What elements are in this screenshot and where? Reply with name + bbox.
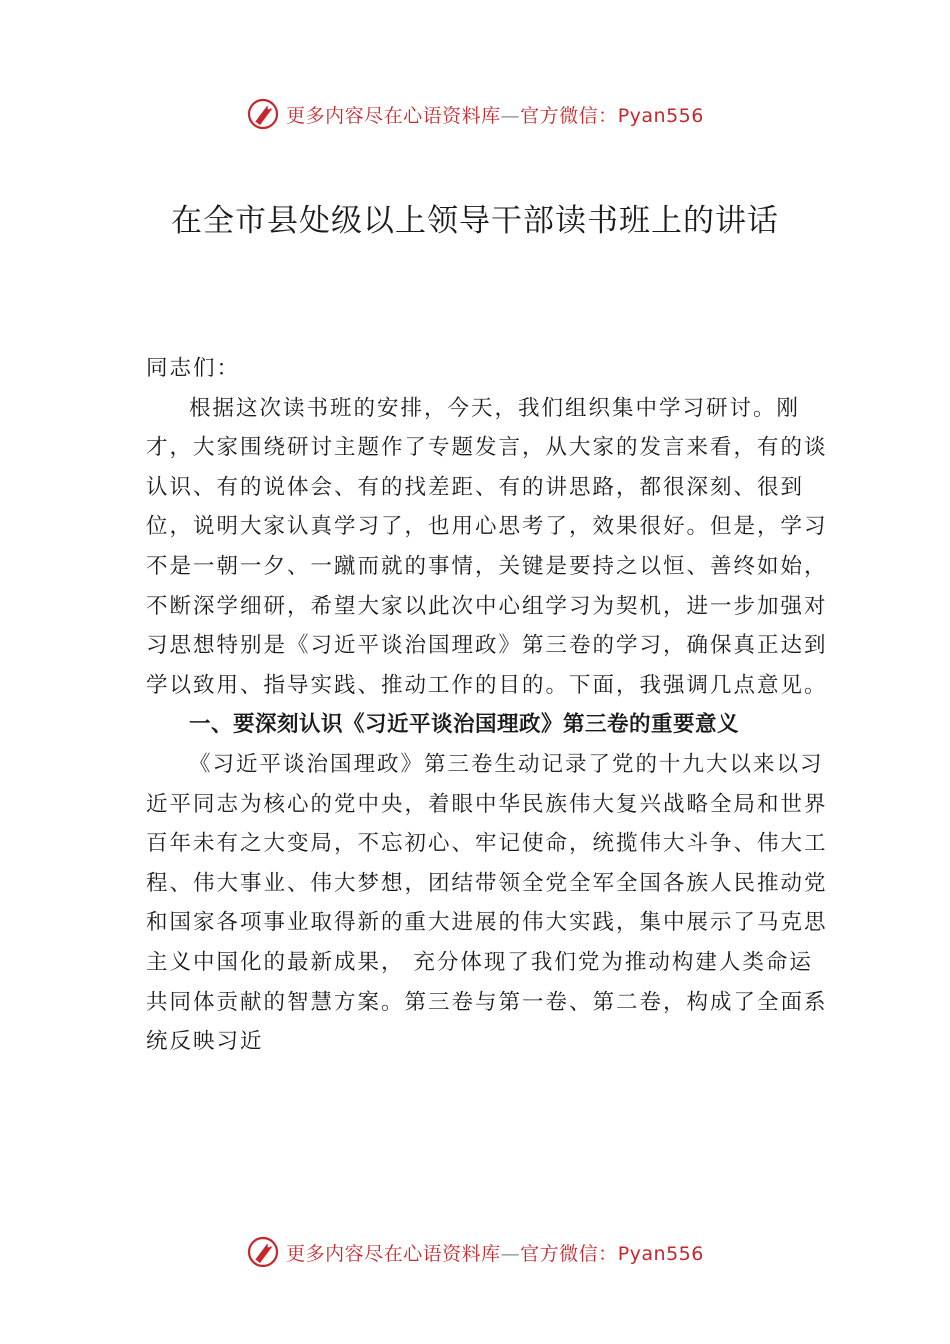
watermark-slogan: 更多内容尽在心语资料库	[286, 1242, 501, 1265]
section-heading-1: 一、要深刻认识《习近平谈治国理政》第三卷的重要意义	[189, 712, 740, 738]
document-body	[146, 349, 828, 1062]
paragraph-intro: 根据这次读书班的安排，今天，我们组织集中学习研讨。刚才，大家围绕研讨主题作了专题发言，从大家的发言来看，有的谈认识、有的说体会、有的找差距、有的讲思路，都很深刻、很到位，说明大家认真学习了，也用心思考了，效果很好。但是，学习不是一朝一夕、一蹴而就的事情，关键是要持之以恒、善终如始，不断深学细研，希望大家以此次中心组学习为契机，进一步加强对习思想特别是《习近平谈治国理政》第三卷的学习，确保真正达到学以致用、指导实践、推动工作的目的。下面，我强调几点意见。	[146, 395, 828, 698]
document-title: 在全市县处级以上领导干部读书班上的讲话	[171, 203, 779, 239]
watermark-banner-top	[0, 94, 950, 134]
watermark-wechat-id: Pyan556	[617, 1242, 704, 1265]
watermark-banner-bottom	[0, 1232, 950, 1272]
watermark-text	[286, 101, 704, 128]
watermark-wechat-id: Pyan556	[617, 104, 704, 127]
salutation: 同志们：	[146, 356, 241, 381]
watermark-wechat-label: 官方微信：	[520, 1242, 618, 1265]
pen-nib-logo-icon	[246, 1235, 280, 1269]
watermark-separator: —	[500, 1242, 521, 1265]
watermark-wechat-label: 官方微信：	[520, 104, 618, 127]
watermark-text	[286, 1239, 704, 1266]
paragraph-section-1: 《习近平谈治国理政》第三卷生动记录了党的十九大以来以习近平同志为核心的党中央，着眼中华民族伟大复兴战略全局和世界百年未有之大变局，不忘初心、牢记使命，统揽伟大斗争、伟大工程、伟大事业、伟大梦想，团结带领全党全军全国各族人民推动党和国家各项事业取得新的重大进展的伟大实践，集中展示了马克思主义中国化的最新成果， 充分体现了我们党为推动构建人类命运共同体贡献的智慧方案。第三卷与第一卷、第二卷，构成了全面系统反映习近	[146, 751, 828, 1055]
pen-nib-logo-icon	[246, 97, 280, 131]
watermark-separator: —	[500, 104, 521, 127]
watermark-slogan: 更多内容尽在心语资料库	[286, 104, 501, 127]
